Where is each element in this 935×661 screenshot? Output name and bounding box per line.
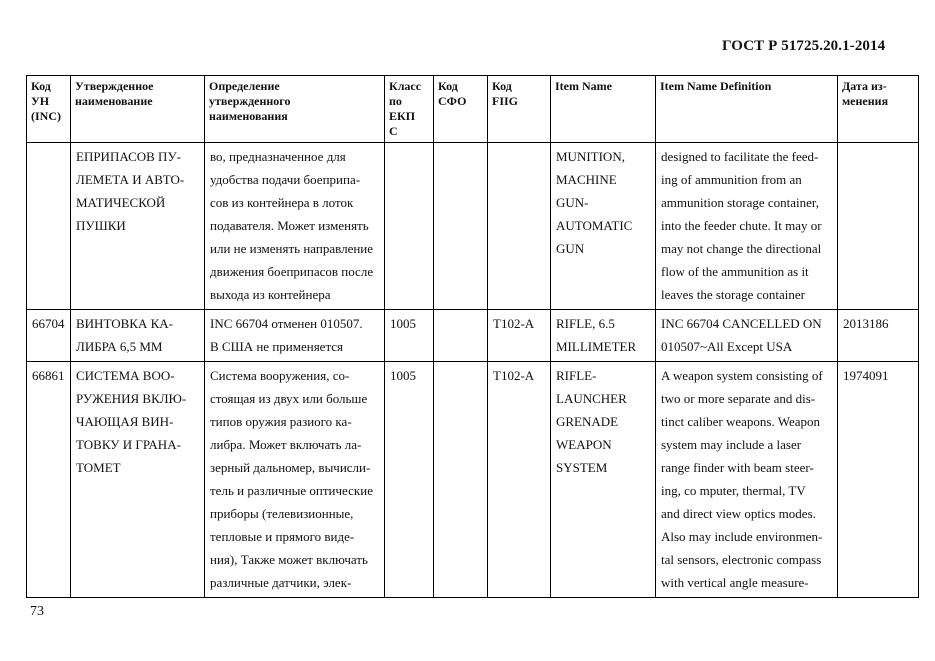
cell-text-line: RIFLE- [556,368,597,383]
header-text-line: СФО [438,94,467,108]
cell-text-line: tinct caliber weapons. Weapon [661,414,820,429]
cell-text-line: Система вооружения, со- [210,368,350,383]
cell-class [385,310,434,362]
header-text-line: Item Name [555,79,612,93]
cell-text-line: T102-A [493,316,535,331]
cell-sfo [434,362,488,598]
cell-class [385,362,434,598]
header-text-line: ЕКП [389,109,416,123]
cell-text-line: and direct view optics modes. [661,506,816,521]
table-row [27,362,919,598]
header-fiig-code [488,76,551,143]
cell-text-line: 1005 [390,368,416,383]
cell-text-line: tal sensors, electronic compass [661,552,822,567]
header-text-line: Утвержденное [75,79,154,93]
cell-text-line: ВИНТОВКА КА- [76,316,173,331]
cell-text-line: 1974091 [843,368,889,383]
cell-text-line: ТОВКУ И ГРАНА- [76,437,181,452]
cell-text-line: designed to facilitate the feed- [661,149,819,164]
cell-text-line: T102-A [493,368,535,383]
cell-date [838,143,919,310]
cell-text-line: INC 66704 отменен 010507. [210,316,363,331]
cell-text-line: leaves the storage container [661,287,806,302]
cell-text-line: 66704 [32,316,65,331]
cell-text-line: LAUNCHER [556,391,627,406]
cell-item-definition [656,143,838,310]
table-header-row [27,76,919,143]
cell-text-line: удобства подачи боеприпа- [210,172,361,187]
cell-text-line: ТОМЕТ [76,460,121,475]
cell-text-line: 2013186 [843,316,889,331]
cell-name [71,362,205,598]
header-text-line: (INC) [31,109,61,123]
cell-sfo [434,143,488,310]
header-text-line: УН [31,94,50,108]
header-sfo-code [434,76,488,143]
cell-text-line: into the feeder chute. It may or [661,218,822,233]
cell-fiig [488,143,551,310]
cell-text-line: 1005 [390,316,416,331]
cell-text-line: MILLIMETER [556,339,637,354]
cell-class [385,143,434,310]
cell-text-line: INC 66704 CANCELLED ON [661,316,822,331]
cell-text-line: MACHINE [556,172,617,187]
cell-text-line: ЕПРИПАСОВ ПУ- [76,149,181,164]
cell-text-line: SYSTEM [556,460,608,475]
cell-text-line: СИСТЕМА ВОО- [76,368,175,383]
cell-text-line: with vertical angle measure- [661,575,809,590]
page-number: 73 [30,604,44,619]
header-text-line: Класс [389,79,422,93]
cell-text-line: GUN- [556,195,589,210]
cell-text-line: ЛЕМЕТА И АВТО- [76,172,185,187]
cell-definition [205,310,385,362]
cell-text-line: 66861 [32,368,65,383]
header-text-line: наименования [209,109,288,123]
header-text-line: С [389,124,398,138]
header-text-line: Код [31,79,51,93]
header-inc-code [27,76,71,143]
cell-text-line: стоящая из двух или больше [210,391,368,406]
cell-inc [27,143,71,310]
cell-fiig [488,362,551,598]
cell-item-name [551,310,656,362]
cell-inc [27,310,71,362]
cell-text-line: В США не применяется [210,339,344,354]
cell-text-line: тель и различные оптические [210,483,373,498]
cell-text-line: приборы (телевизионные, [210,506,354,521]
header-text-line: Дата из- [842,79,887,93]
header-text-line: Код [438,79,458,93]
header-text-line: утвержденного [209,94,291,108]
cell-text-line: WEAPON [556,437,612,452]
cell-text-line: ПУШКИ [76,218,126,233]
header-item-name [551,76,656,143]
cell-text-line: ЛИБРА 6,5 ММ [76,339,163,354]
cell-definition [205,362,385,598]
header-class [385,76,434,143]
cell-fiig [488,310,551,362]
cell-text-line: 010507~All Except USA [661,339,793,354]
cell-text-line: выхода из контейнера [210,287,331,302]
cell-text-line: ния), Также может включать [210,552,368,567]
cell-text-line: РУЖЕНИЯ ВКЛЮ- [76,391,187,406]
cell-item-definition [656,362,838,598]
cell-text-line: flow of the ammunition as it [661,264,809,279]
cell-item-definition [656,310,838,362]
cell-date [838,362,919,598]
cell-text-line: или не изменять направление [210,241,374,256]
cell-text-line: ЧАЮЩАЯ ВИН- [76,414,174,429]
cell-text-line: тепловые и прямого виде- [210,529,355,544]
header-text-line: менения [842,94,889,108]
cell-definition [205,143,385,310]
header-item-name-definition [656,76,838,143]
cell-inc [27,362,71,598]
header-text-line: наименование [75,94,153,108]
cell-text-line: сов из контейнера в лоток [210,195,354,210]
table-row [27,143,919,310]
header-approved-name [71,76,205,143]
cell-text-line: A weapon system consisting of [661,368,823,383]
header-text-line: Item Name Definition [660,79,772,93]
cell-text-line: различные датчики, элек- [210,575,352,590]
cell-text-line: типов оружия разиого ка- [210,414,352,429]
cell-text-line: AUTOMATIC [556,218,633,233]
cell-text-line: MUNITION, [556,149,625,164]
cell-text-line: ing of ammunition from an [661,172,802,187]
cell-sfo [434,310,488,362]
cell-text-line: либра. Может включать ла- [210,437,362,452]
cell-item-name [551,362,656,598]
header-text-line: по [389,94,402,108]
header-text-line: FIIG [492,94,519,108]
cell-text-line: may not change the directional [661,241,822,256]
cell-text-line: range finder with beam steer- [661,460,814,475]
cell-text-line: system may include a laser [661,437,802,452]
specification-table [26,75,919,598]
cell-item-name [551,143,656,310]
cell-text-line: зерный дальномер, вычисли- [210,460,371,475]
header-text-line: Код [492,79,512,93]
cell-text-line: движения боеприпасов после [210,264,374,279]
cell-text-line: two or more separate and dis- [661,391,816,406]
cell-text-line: МАТИЧЕСКОЙ [76,195,166,210]
document-standard-id: ГОСТ Р 51725.20.1-2014 [722,38,886,54]
cell-text-line: Also may include environmen- [661,529,823,544]
cell-name [71,143,205,310]
cell-date [838,310,919,362]
cell-text-line: подавателя. Может изменять [210,218,369,233]
cell-name [71,310,205,362]
header-text-line: Определение [209,79,280,93]
cell-text-line: ing, co mputer, thermal, TV [661,483,806,498]
cell-text-line: RIFLE, 6.5 [556,316,615,331]
cell-text-line: GRENADE [556,414,619,429]
cell-text-line: GUN [556,241,585,256]
cell-text-line: во, предназначенное для [210,149,346,164]
cell-text-line: ammunition storage container, [661,195,819,210]
table-row [27,310,919,362]
header-change-date [838,76,919,143]
header-definition [205,76,385,143]
